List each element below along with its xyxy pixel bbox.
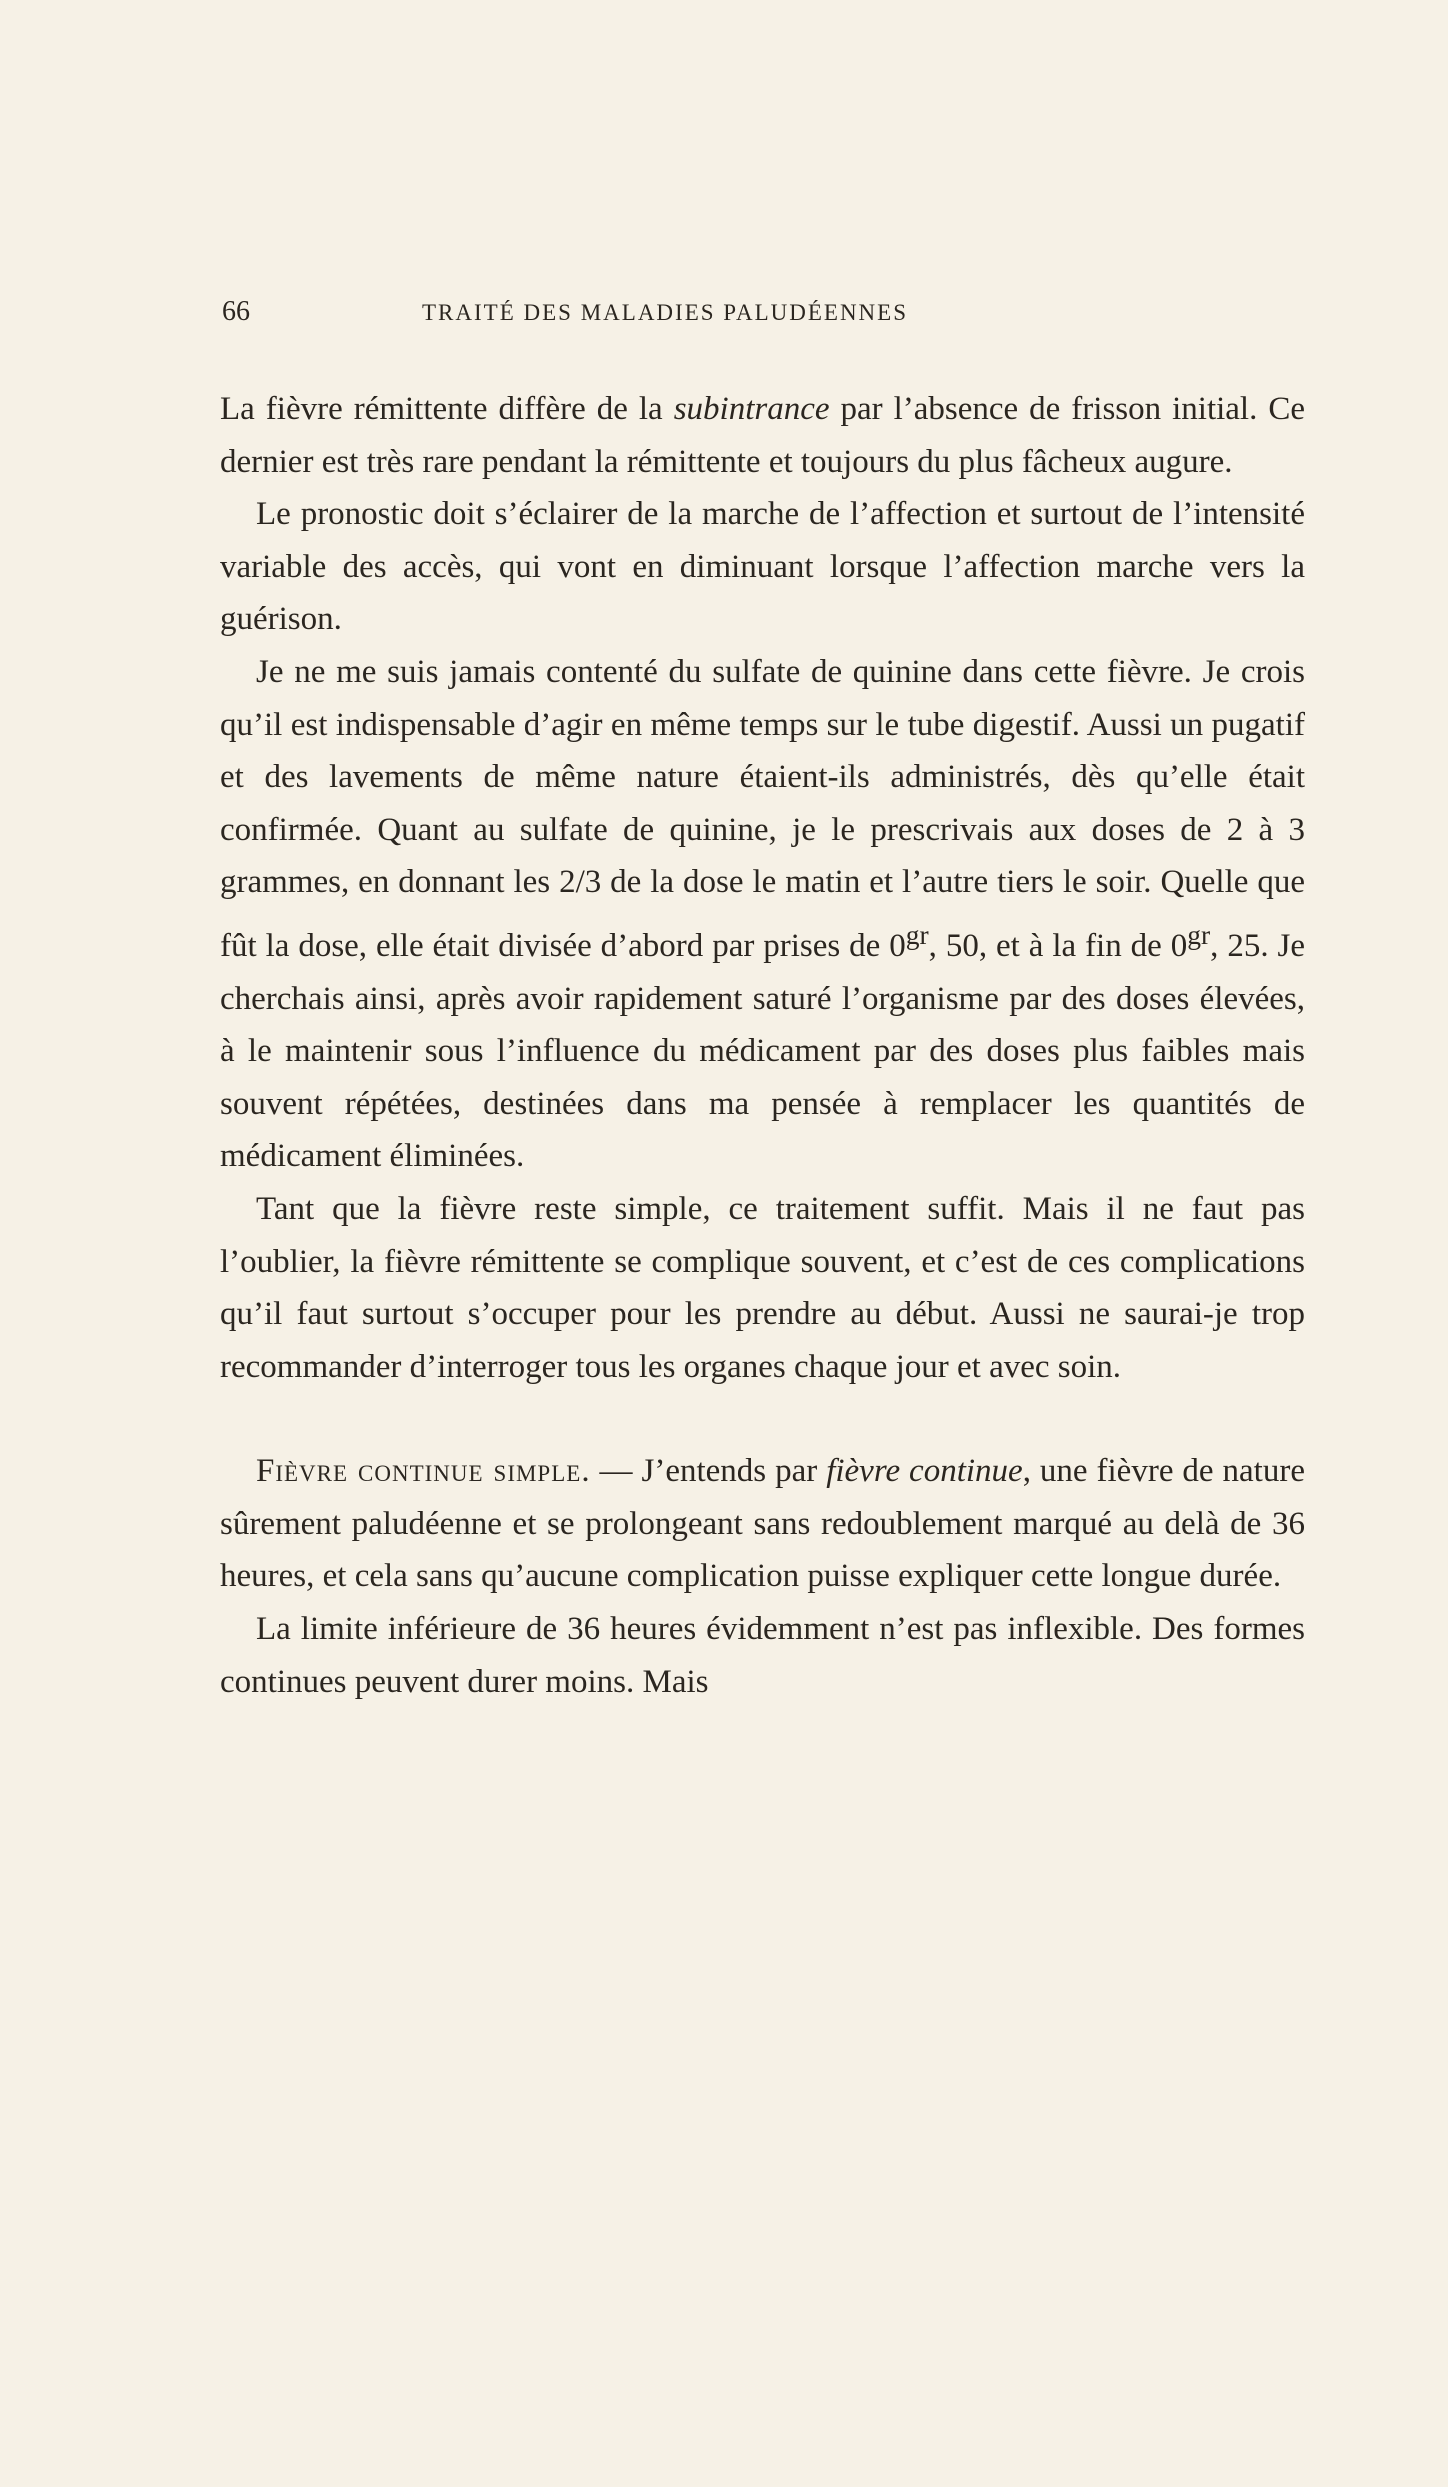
section-fievre-continue [220,1445,1305,1603]
text-segment: , une fièvre de nature sûrement paludéenne et se prolongeant sans redoublement marqué au delà de 36 heures, et cela sans qu’aucune complication puisse expliquer cette longue durée. [220,1453,1305,1595]
paragraph-remittent-vs-subintrance [220,383,1305,488]
body-text [220,383,1305,1708]
text-segment: , 25. Je cherchais ainsi, après avoir rapidement saturé l’organisme par des doses élevées, à le maintenir sous l’influence du médicament par des doses plus faibles mais souvent répétées, destinées dans ma pensée à remplacer les quantités de médicament éliminées. [220,927,1305,1175]
unit-superscript: gr [1187,918,1211,950]
paragraph-complications: Tant que la fièvre reste simple, ce traitement suffit. Mais il ne faut pas l’oublier, la fièvre rémittente se complique souvent, et c’est de ces complications qu’il faut surtout s’occuper pour les prendre au début. Aussi ne saurai-je trop recommander d’interroger tous les organes chaque jour et avec soin. [220,1190,1305,1385]
section-heading: Fièvre continue simple. [256,1453,591,1490]
text-segment: par l’absence de frisson initial. Ce dernier est très rare pendant la rémittente et toujours du plus fâcheux augure. [220,391,1305,480]
text-segment: La fièvre rémittente diffère de la [220,391,674,427]
page-number: 66 [222,296,250,327]
paragraph-treatment [220,646,1305,1183]
paragraph-prognosis: Le pronostic doit s’éclairer de la marche de l’affection et surtout de l’intensité variable des accès, qui vont en diminuant lorsque l’affection marche vers la guérison. [220,496,1305,638]
text-segment: , 50, et à la fin de 0 [928,927,1188,964]
text-segment: Je ne me suis jamais contenté du sulfate de quinine dans cette fièvre. Je crois qu’il est indispensable d’agir en même temps sur le tube digestif. Aussi un pugatif et des lavements de même nature étaient-ils administrés, dès qu’elle était confirmée. Quant au sulfate de quinine, je le prescrivais aux doses de 2 à 3 grammes, en donnant les 2/3 de la dose le matin et l’autre tiers le soir. Quelle que fût la dose, elle était divisée d’abord par prises de 0 [220,653,1305,964]
unit-superscript: gr [905,918,929,950]
paragraph-lower-limit: La limite inférieure de 36 heures évidemment n’est pas inflexible. Des formes continues peuvent durer moins. Mais [220,1611,1305,1700]
italic-term: subintrance [673,391,830,427]
italic-term: fièvre continue [826,1453,1023,1490]
running-title: TRAITÉ DES MALADIES PALUDÉENNES [422,300,909,325]
text-segment: — J’entends par [590,1453,827,1490]
running-head [222,296,1292,336]
